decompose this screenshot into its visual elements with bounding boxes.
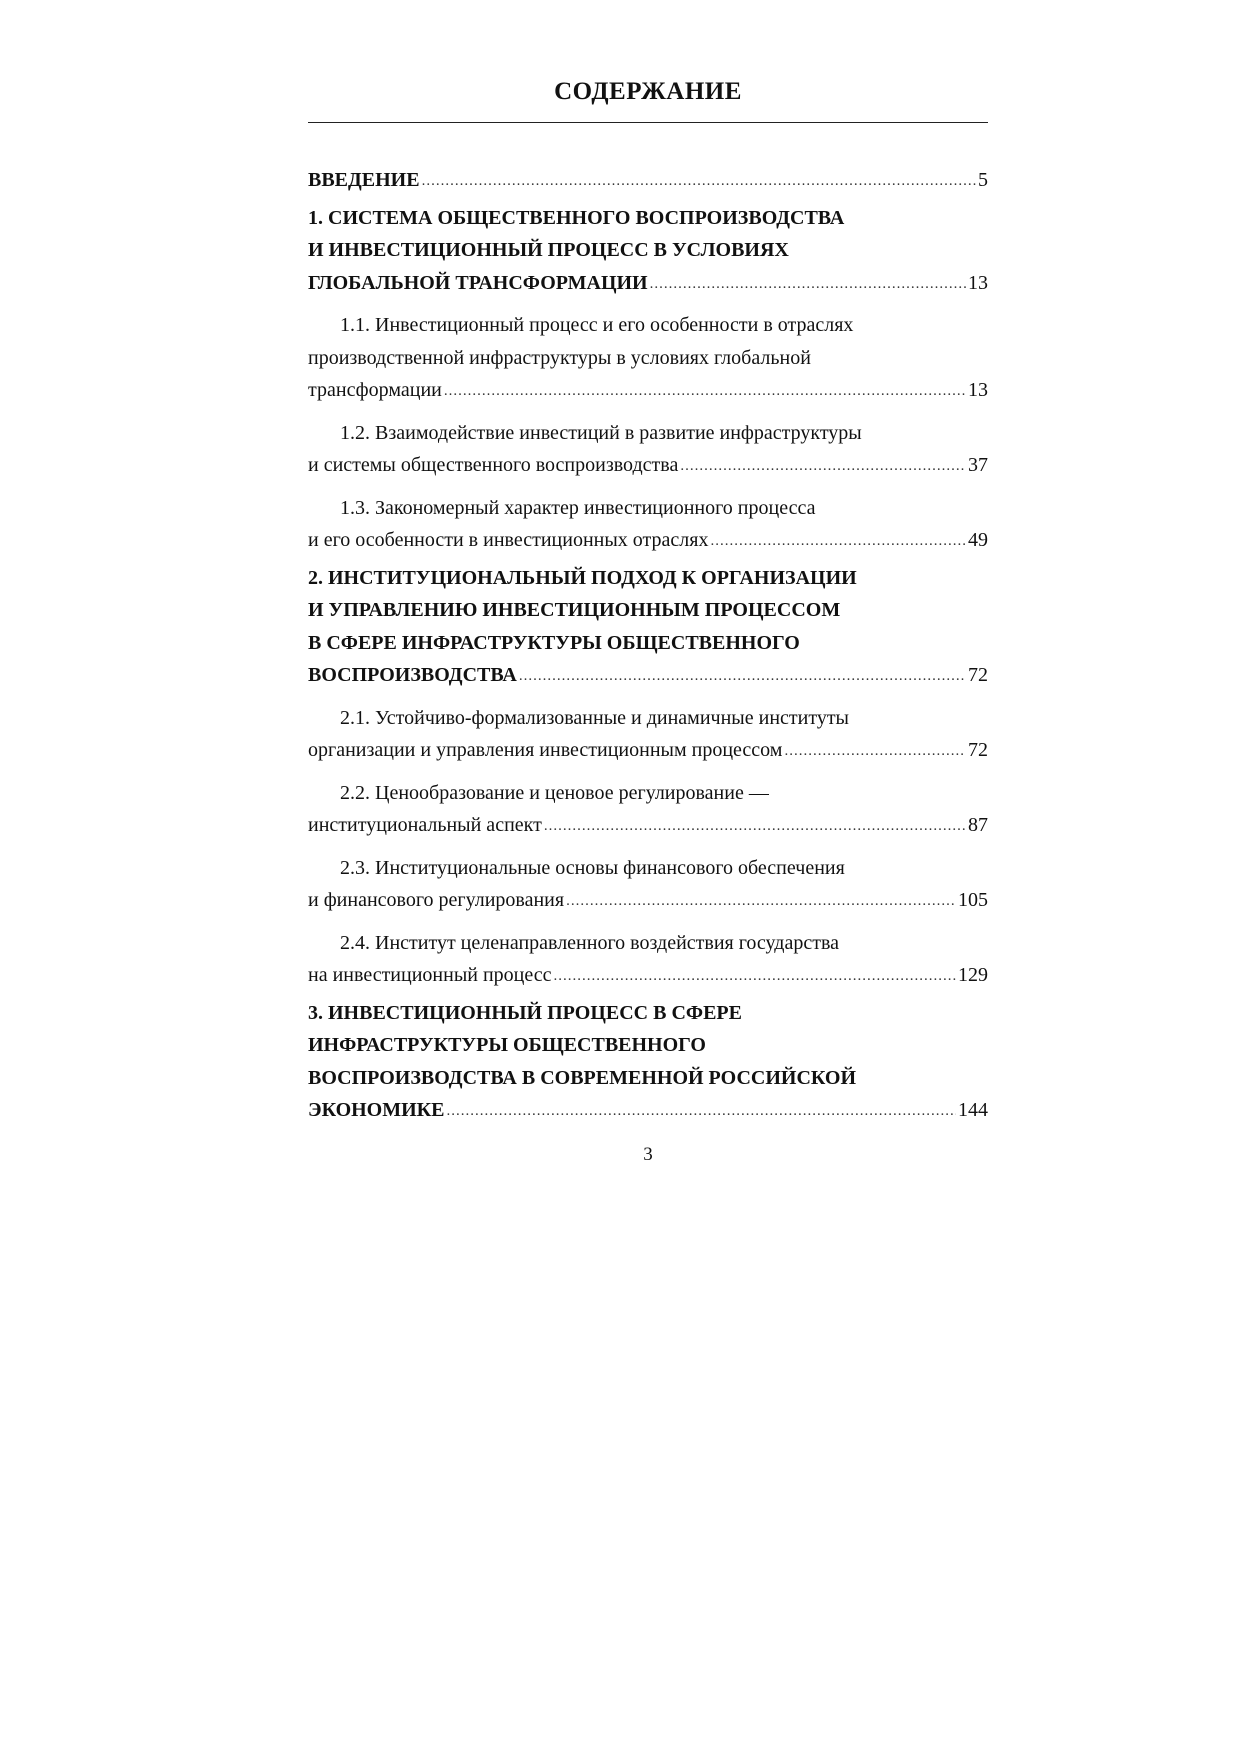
toc-page-number: 144 (958, 1099, 988, 1121)
toc-entry-text: ЭКОНОМИКЕ (308, 1099, 445, 1121)
toc-entry-text: трансформации (308, 379, 442, 401)
toc-chapter-entry (308, 202, 988, 302)
toc-page-number: 49 (968, 529, 988, 551)
toc-page-number: 72 (968, 664, 988, 686)
toc-entry-line: производственной инфраструктуры в условиях глобальной (308, 346, 811, 369)
toc-section-entry (308, 927, 988, 994)
toc-entry-last-line (308, 374, 988, 409)
page-number: 3 (643, 1144, 653, 1165)
page-title: СОДЕРЖАНИЕ (554, 78, 742, 105)
toc-entry-line: И ИНВЕСТИЦИОННЫЙ ПРОЦЕСС В УСЛОВИЯХ (308, 239, 789, 261)
toc-entry-text: и системы общественного воспроизводства (308, 454, 679, 476)
toc-entry-line: 3. ИНВЕСТИЦИОННЫЙ ПРОЦЕСС В СФЕРЕ (308, 1001, 742, 1024)
toc-page-number: 105 (958, 889, 988, 911)
toc-entry-line: ИНФРАСТРУКТУРЫ ОБЩЕСТВЕННОГО (308, 1034, 706, 1056)
toc-entry-text: ВОСПРОИЗВОДСТВА (308, 664, 517, 686)
toc-entry-line: И УПРАВЛЕНИЮ ИНВЕСТИЦИОННЫМ ПРОЦЕССОМ (308, 599, 841, 621)
toc-section-entry (308, 309, 988, 409)
toc-entry-last-line (308, 1094, 988, 1129)
toc-entry-line: 2.3. Институциональные основы финансового обеспечения (340, 856, 845, 879)
dot-leader (544, 808, 966, 843)
toc-section-entry (308, 492, 988, 559)
toc-section-entry (308, 852, 988, 919)
toc-chapter-entry (308, 997, 988, 1129)
toc-entry-last-line (308, 959, 988, 994)
toc-entry-line: 2.1. Устойчиво-формализованные и динамичные институты (340, 706, 849, 729)
toc-chapter-entry (308, 164, 988, 199)
toc-entry-line: 1.1. Инвестиционный процесс и его особенности в отраслях (340, 314, 854, 336)
toc-entry-last-line (308, 659, 988, 694)
toc-entry-text: организации и управления инвестиционным процессом (308, 739, 783, 761)
table-of-contents (308, 164, 988, 1129)
dot-leader (519, 658, 966, 693)
toc-entry-line: 2.4. Институт целенаправленного воздействия государства (340, 931, 840, 954)
toc-entry-last-line (308, 884, 988, 919)
dot-leader (554, 958, 957, 993)
toc-page-number: 5 (978, 169, 988, 191)
dot-leader (680, 448, 966, 483)
toc-entry-text: ВВЕДЕНИЕ (308, 169, 420, 191)
dot-leader (784, 733, 966, 768)
toc-page-number: 87 (968, 814, 988, 836)
toc-entry-line: 1.3. Закономерный характер инвестиционного процесса (340, 496, 816, 519)
dot-leader (710, 523, 966, 558)
toc-entry-last-line (308, 734, 988, 769)
toc-entry-last-line (308, 809, 988, 844)
toc-page-number: 13 (968, 379, 988, 401)
toc-entry-line: ВОСПРОИЗВОДСТВА В СОВРЕМЕННОЙ РОССИЙСКОЙ (308, 1066, 857, 1089)
toc-section-entry (308, 417, 988, 484)
toc-entry-last-line (308, 267, 988, 302)
toc-entry-last-line (308, 449, 988, 484)
dot-leader (422, 163, 976, 198)
toc-entry-line: 2.2. Ценообразование и ценовое регулирование — (340, 781, 769, 804)
toc-entry-text: на инвестиционный процесс (308, 964, 552, 986)
toc-entry-text: и его особенности в инвестиционных отраслях (308, 529, 709, 551)
dot-leader (566, 883, 956, 918)
toc-entry-text: и финансового регулирования (308, 889, 565, 911)
toc-chapter-entry (308, 562, 988, 694)
toc-section-entry (308, 777, 988, 844)
dot-leader (444, 373, 966, 408)
title-divider (308, 122, 988, 123)
toc-entry-line: 1.2. Взаимодействие инвестиций в развитие инфраструктуры (340, 421, 862, 444)
toc-section-entry (308, 702, 988, 769)
toc-entry-last-line (308, 164, 988, 199)
toc-entry-text: ГЛОБАЛЬНОЙ ТРАНСФОРМАЦИИ (308, 271, 648, 294)
toc-entry-text: институциональный аспект (308, 814, 542, 836)
toc-entry-line: 2. ИНСТИТУЦИОНАЛЬНЫЙ ПОДХОД К ОРГАНИЗАЦИИ (308, 566, 857, 589)
dot-leader (447, 1093, 956, 1128)
toc-page-number: 72 (968, 739, 988, 761)
toc-entry-last-line (308, 524, 988, 559)
toc-page-number: 129 (958, 964, 988, 986)
toc-entry-line: В СФЕРЕ ИНФРАСТРУКТУРЫ ОБЩЕСТВЕННОГО (308, 631, 800, 654)
toc-page-number: 37 (968, 454, 988, 476)
dot-leader (650, 266, 966, 301)
toc-entry-line: 1. СИСТЕМА ОБЩЕСТВЕННОГО ВОСПРОИЗВОДСТВА (308, 206, 845, 229)
toc-page-number: 13 (968, 271, 988, 294)
